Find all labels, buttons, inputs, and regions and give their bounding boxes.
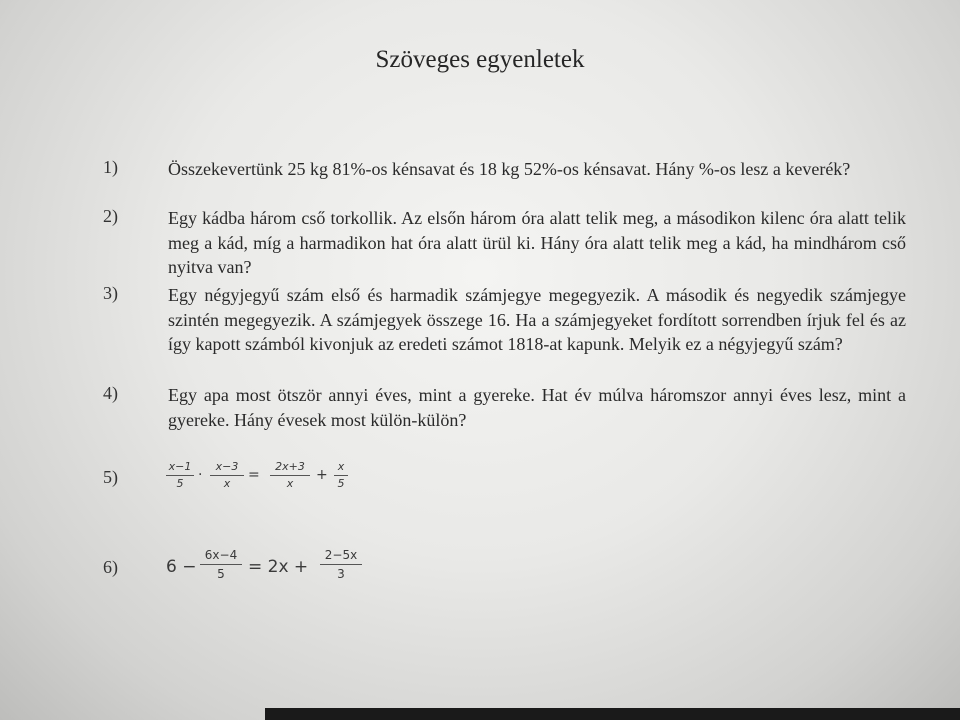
denominator: x	[223, 477, 231, 490]
numerator: 6x−4	[200, 546, 242, 565]
problem-number: 5)	[103, 467, 118, 487]
equation-5	[166, 459, 366, 499]
page-title: Szöveges egyenletek	[375, 46, 585, 73]
problem-text: Egy apa most ötször annyi éves, mint a gyereke. Hat év múlva háromszor annyi éves lesz, mint a gyereke. Hány évesek most külön-külön?	[168, 385, 906, 430]
fraction	[210, 459, 244, 492]
problem-number: 4)	[103, 383, 118, 403]
problem-number: 3)	[103, 283, 118, 303]
equals-operator: =	[248, 467, 260, 483]
denominator: 3	[337, 567, 345, 581]
problem-text: Egy kádba három cső torkollik. Az elsőn három óra alatt telik meg, a másodikon kilenc óra alatt telik meg a kád, míg a harmadikon hat óra alatt ürül ki. Hány óra alatt telik meg a kád, ha mindhárom cső nyitva van?	[168, 208, 906, 277]
fraction	[320, 546, 362, 583]
denominator: 5	[217, 567, 225, 581]
plus-operator: +	[316, 467, 328, 483]
multiply-operator: ·	[198, 467, 203, 483]
fraction	[200, 546, 242, 583]
problem-text: Egy négyjegyű szám első és harmadik számjegye megegyezik. A második és negyedik számjegye szintén megegyezik. A számjegyek összege 16. Ha a számjegyeket fordított sorrendben írjuk fel és az így kapott számból kivonjuk az eredeti számot 1818-at kapunk. Melyik ez a négyjegyű szám?	[168, 285, 906, 354]
denominator: x	[286, 477, 294, 490]
equation-6	[166, 546, 386, 590]
fraction	[270, 459, 310, 492]
numerator: 2−5x	[320, 546, 362, 565]
problem-number: 2)	[103, 206, 118, 226]
problem-text: Összekevertünk 25 kg 81%-os kénsavat és 18 kg 52%-os kénsavat. Hány %-os lesz a keverék?	[168, 159, 851, 179]
fraction	[166, 459, 194, 492]
numerator: x	[334, 459, 348, 476]
middle-term: = 2x +	[248, 557, 309, 577]
denominator: 5	[176, 477, 184, 490]
fraction	[334, 459, 348, 492]
denominator: 5	[337, 477, 345, 490]
numerator: 2x+3	[270, 459, 310, 476]
numerator: x−3	[210, 459, 244, 476]
leading-term: 6 −	[166, 557, 197, 577]
taskbar-edge	[265, 708, 960, 720]
problem-number: 6)	[103, 557, 118, 577]
problem-number: 1)	[103, 157, 118, 177]
numerator: x−1	[166, 459, 194, 476]
